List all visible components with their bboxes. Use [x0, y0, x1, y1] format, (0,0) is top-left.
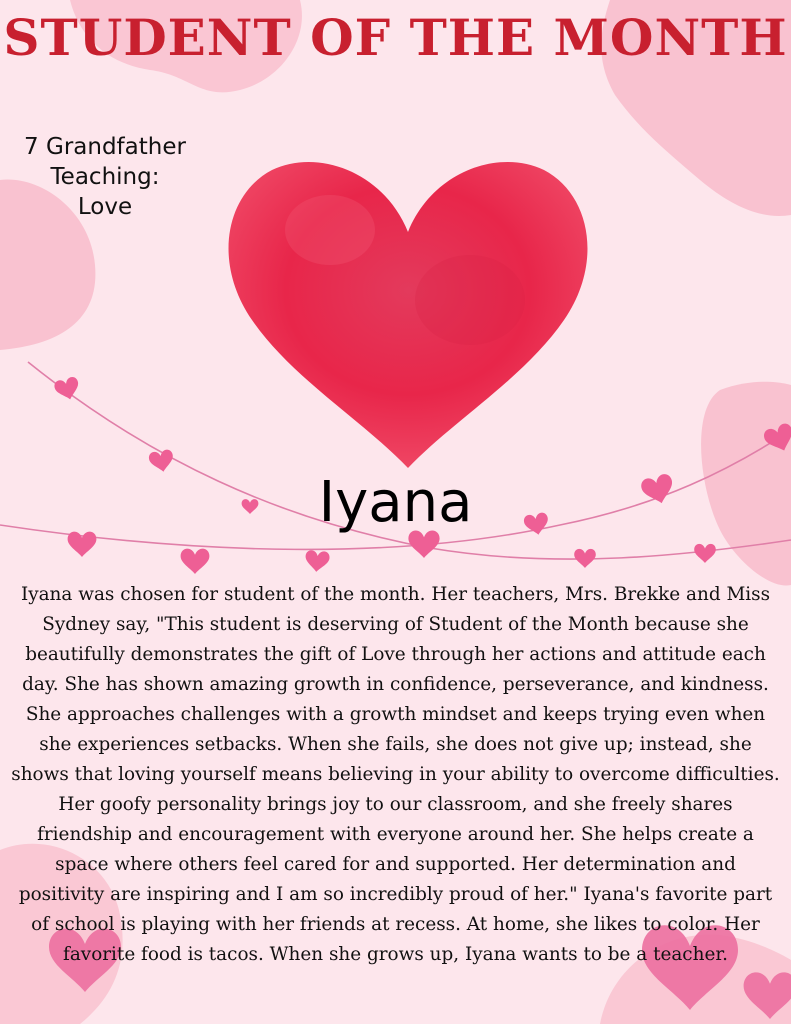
teaching-label — [10, 132, 200, 222]
heart-icon — [229, 162, 588, 468]
teaching-line: Teaching: — [50, 164, 160, 190]
student-description: Iyana was chosen for student of the month. Her teachers, Mrs. Brekke and Miss Sydney say, "This student is deserving of Student of the Month because she beautifully demonstrates the gift of Love through her actions and attitude each day. She has shown amazing growth in confidence, perseverance, and kindness. She approaches challenges with a growth mindset and keeps trying even when she experiences setbacks. When she fails, she does not give up; instead, she shows that loving yourself means believing in your ability to overcome difficulties. Her goofy personality brings joy to our classroom, and she freely shares friendship and encouragement with everyone around her. She helps create a space where others feel cared for and supported. Her determination and positivity are inspiring and I am so incredibly proud of her." Iyana's favorite part of school is playing with her friends at recess. At home, she likes to color. Her favorite food is tacos. When she grows up, Iyana wants to be a teacher. — [11, 584, 780, 965]
student-name: Iyana — [318, 470, 473, 535]
teaching-line: 7 Grandfather — [24, 134, 186, 160]
teaching-line: Love — [77, 194, 133, 220]
page-title: STUDENT OF THE MONTH — [3, 8, 788, 67]
